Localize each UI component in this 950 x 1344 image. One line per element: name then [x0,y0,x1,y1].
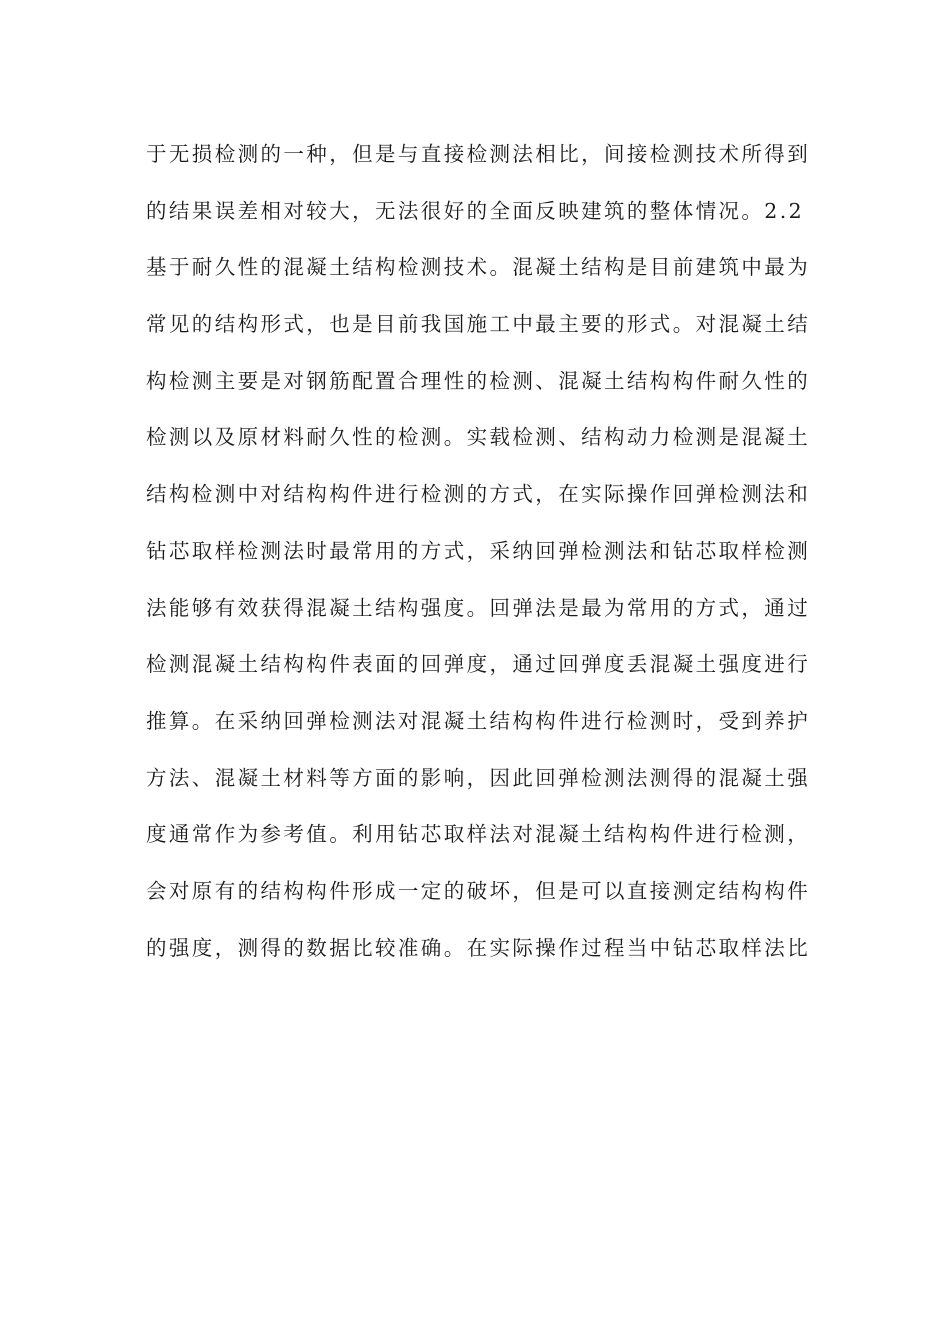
text-line: 的结果误差相对较大，无法很好的全面反映建筑的整体情况。2.2 [146,198,805,223]
text-line: 推算。在采纳回弹检测法对混凝土结构构件进行检测时，受到养护 [146,708,811,733]
text-line: 法能够有效获得混凝土结构强度。回弹法是最为常用的方式，通过 [146,595,811,620]
text-line: 结构检测中对结构构件进行检测的方式，在实际操作回弹检测法和 [146,482,811,507]
text-line: 检测以及原材料耐久性的检测。实载检测、结构动力检测是混凝土 [146,425,811,450]
text-line: 构检测主要是对钢筋配置合理性的检测、混凝土结构构件耐久性的 [146,368,811,393]
text-line: 度通常作为参考值。利用钻芯取样法对混凝土结构构件进行检测， [146,822,811,847]
text-line: 常见的结构形式，也是目前我国施工中最主要的形式。对混凝土结 [146,312,811,337]
text-line: 检测混凝土结构构件表面的回弹度，通过回弹度丢混凝土强度进行 [146,652,811,677]
text-line: 于无损检测的一种，但是与直接检测法相比，间接检测技术所得到 [146,142,811,166]
text-line: 的强度，测得的数据比较准确。在实际操作过程当中钻芯取样法比 [146,935,811,960]
text-line: 钻芯取样检测法时最常用的方式，采纳回弹检测法和钻芯取样检测 [146,538,811,563]
text-line: 方法、混凝土材料等方面的影响，因此回弹检测法测得的混凝土强 [146,765,811,790]
text-line: 会对原有的结构构件形成一定的破坏，但是可以直接测定结构构件 [146,878,811,903]
body-text [146,134,846,984]
text-line: 基于耐久性的混凝土结构检测技术。混凝土结构是目前建筑中最为 [146,255,811,280]
